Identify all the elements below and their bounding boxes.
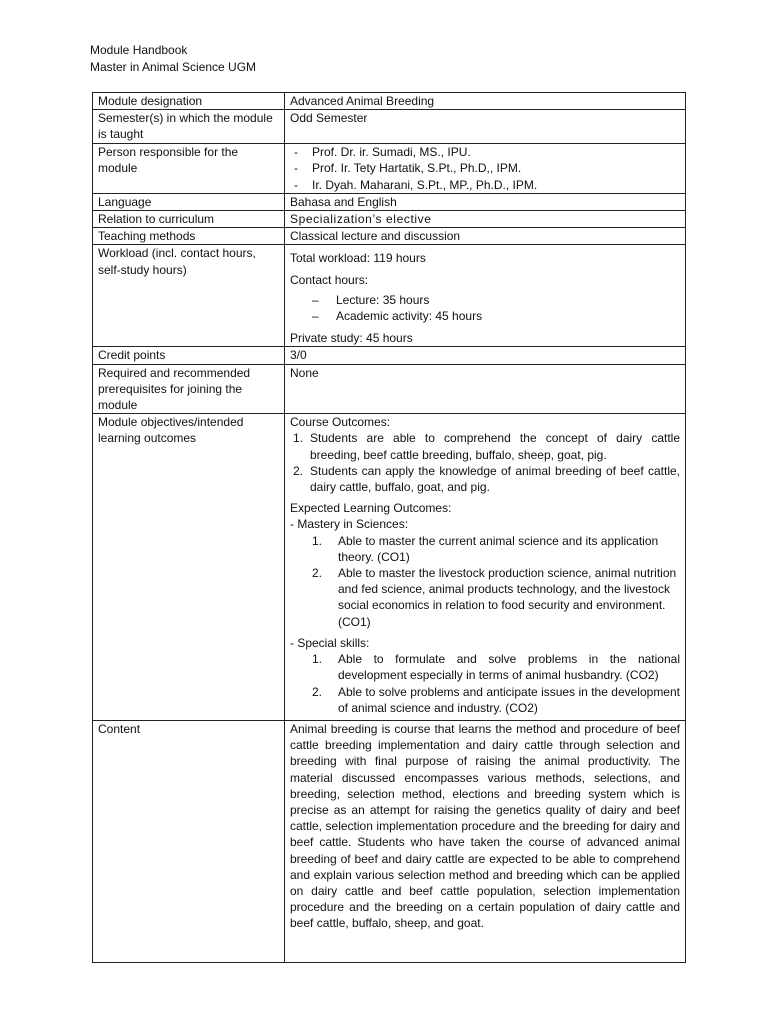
label-content: Content	[93, 720, 285, 962]
workload-total: Total workload: 119 hours	[290, 251, 426, 266]
course-outcome-item: 1. Students are able to comprehend the concept of dairy cattle breeding, beef cattle breeding, buffalo, sheep, goat, pig.	[293, 431, 680, 462]
mastery-item: 2. Able to master the livestock production science, animal nutrition and fed science, animal products technology, and the livestock social economics in relation to food security and environment. (CO1)	[312, 566, 677, 629]
label-prereq: Required and recommended prerequisites for joining the module	[93, 364, 285, 414]
value-semester: Odd Semester	[285, 110, 686, 144]
value-workload	[285, 245, 686, 347]
row-language	[93, 193, 686, 210]
value-content: Animal breeding is course that learns the method and procedure of beef cattle breeding implementation and dairy cattle through selection and breeding with final purpose of raising the animal productivity. The material discussed encompasses various methods, selections, and breeding, selection method, elections and breeding system which is precise as an attempt for raising the genetics quality of dairy and beef cattle, selection implementation procedure and the breeding for dairy and beef cattle. Students who have taken the course of advanced animal breeding of beef and dairy cattle are expected to be able to comprehend and explain various selection method and breeding which can be applied on dairy cattle and beef cattle population, selection implementation procedure and the breeding on a certain population of dairy cattle and beef cattle, buffalo, sheep, and goat.	[285, 720, 686, 962]
label-person: Person responsible for the module	[93, 144, 285, 194]
row-content	[93, 720, 686, 962]
row-credit	[93, 347, 686, 364]
value-prereq: None	[285, 364, 686, 414]
mastery-title: - Mastery in Sciences:	[290, 517, 409, 532]
value-designation: Advanced Animal Breeding	[285, 93, 686, 110]
label-workload: Workload (incl. contact hours, self-study hours)	[93, 245, 285, 347]
header-subtitle: Master in Animal Science UGM	[90, 60, 257, 74]
workload-contact-title: Contact hours:	[290, 272, 369, 287]
row-designation	[93, 93, 686, 110]
row-semester	[93, 110, 686, 144]
label-objectives: Module objectives/intended learning outcomes	[93, 414, 285, 721]
mastery-item: 1. Able to master the current animal science and its application theory. (CO1)	[312, 533, 659, 564]
header-title: Module Handbook	[90, 43, 188, 57]
value-credit: 3/0	[285, 347, 686, 364]
workload-private: Private study: 45 hours	[290, 331, 413, 346]
person-item: - Ir. Dyah. Maharani, S.Pt., MP., Ph.D., IPM.	[290, 177, 680, 193]
row-objectives	[93, 414, 686, 721]
contact-list	[290, 292, 680, 324]
value-relation: Specialization’s elective	[285, 211, 686, 228]
skills-item: 1. Able to formulate and solve problems in the national development especially in terms of animal husbandry. (CO2)	[312, 652, 680, 683]
row-person	[93, 144, 686, 194]
row-relation	[93, 211, 686, 228]
label-language: Language	[93, 193, 285, 210]
label-teaching: Teaching methods	[93, 228, 285, 245]
row-workload	[93, 245, 686, 347]
mastery-list	[290, 533, 680, 630]
skills-item: 2. Able to solve problems and anticipate issues in the development of animal science and industry. (CO2)	[312, 684, 680, 715]
label-designation: Module designation	[93, 93, 285, 110]
label-relation: Relation to curriculum	[93, 211, 285, 228]
skills-title: - Special skills:	[290, 635, 370, 650]
document-header	[90, 42, 256, 76]
value-teaching: Classical lecture and discussion	[285, 228, 686, 245]
person-item: - Prof. Ir. Tety Hartatik, S.Pt., Ph.D,, IPM.	[290, 160, 680, 176]
label-semester: Semester(s) in which the module is taught	[93, 110, 285, 144]
row-teaching	[93, 228, 686, 245]
course-outcomes-list	[290, 430, 680, 495]
skills-list	[290, 651, 680, 716]
label-credit: Credit points	[93, 347, 285, 364]
expected-outcomes-title: Expected Learning Outcomes:	[290, 501, 452, 516]
course-outcome-item: 2. Students can apply the knowledge of animal breeding of beef cattle, dairy cattle, buffalo, goat, and pig.	[293, 463, 680, 495]
row-prereq	[93, 364, 686, 414]
value-language: Bahasa and English	[285, 193, 686, 210]
course-outcomes-title: Course Outcomes:	[290, 415, 391, 430]
contact-item: – Lecture: 35 hours	[290, 292, 680, 308]
person-item: - Prof. Dr. ir. Sumadi, MS., IPU.	[290, 144, 680, 160]
value-objectives	[285, 414, 686, 721]
person-list	[290, 144, 680, 193]
module-table	[92, 92, 686, 963]
value-person	[285, 144, 686, 194]
contact-item: – Academic activity: 45 hours	[290, 308, 680, 324]
